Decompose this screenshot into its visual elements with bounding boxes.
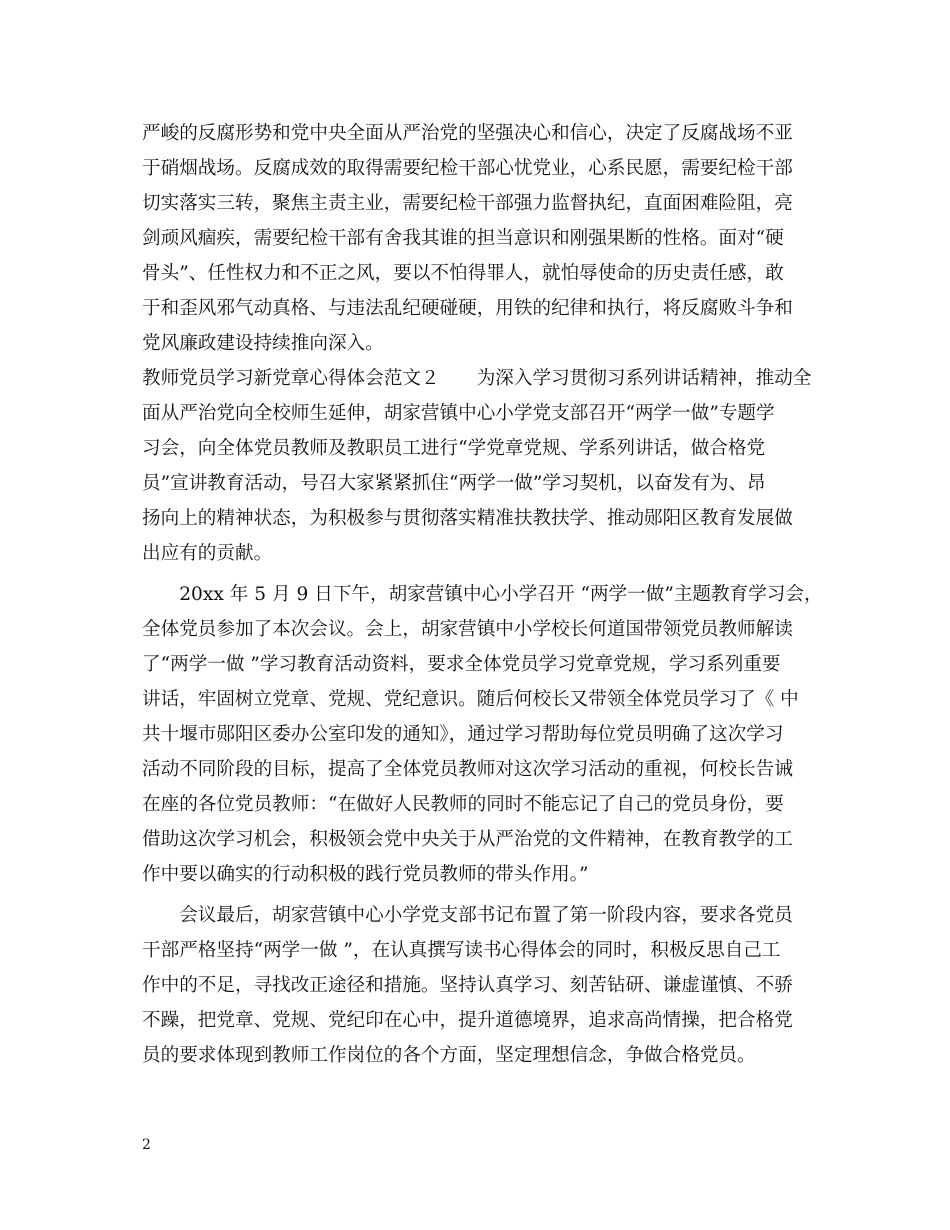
text-line: 20xx 年 5 月 9 日下午，胡家营镇中心小学召开 “两学一做”主题教育学习会， bbox=[142, 584, 823, 605]
text-line: 在座的各位党员教师：“在做好人民教师的同时不能忘记了自己的党员身份，要 bbox=[142, 794, 784, 815]
text-line: 不躁，把党章、党规、党纪印在心中，提升道德境界，追求高尚情操，把合格党 bbox=[142, 1010, 793, 1031]
text-line: 党风廉政建设持续推向深入。 bbox=[142, 333, 384, 354]
paragraph-3 bbox=[142, 577, 822, 892]
text-line: 切实落实三转，聚焦主责主业，需要纪检干部强力监督执纪，直面困难险阻，亮 bbox=[142, 193, 793, 214]
text-line: 剑顽风痼疾，需要纪检干部有舍我其谁的担当意识和刚强果断的性格。面对“硬 bbox=[142, 228, 784, 249]
text-line: 于硝烟战场。反腐成效的取得需要纪检干部心忧党业，心系民愿，需要纪检干部 bbox=[142, 158, 793, 179]
text-line: 借助这次学习机会，积极领会党中央关于从严治党的文件精神，在教育教学的工 bbox=[142, 829, 793, 850]
text-line: 会议最后，胡家营镇中心小学党支部书记布置了第一阶段内容，要求各党员 bbox=[142, 905, 793, 926]
text-line: 扬向上的精神状态，为积极参与贯彻落实精准扶教扶学、推动郧阳区教育发展做 bbox=[142, 508, 793, 529]
document-body bbox=[142, 116, 822, 1073]
text-line: 员”宣讲教育活动，号召大家紧紧抓住“两学一做”学习契机，以奋发有为、昂 bbox=[142, 473, 766, 494]
text-line: 作中的不足，寻找改正途径和措施。坚持认真学习、刻苦钻研、谦虚谨慎、不骄 bbox=[142, 975, 793, 996]
text-line: 习会，向全体党员教师及教职员工进行“学党章党规、学系列讲话，做合格党 bbox=[142, 438, 766, 459]
paragraph-2 bbox=[142, 361, 822, 571]
text-line: 活动不同阶段的目标，提高了全体党员教师对这次学习活动的重视，何校长告诫 bbox=[142, 759, 793, 780]
text-line: 全体党员参加了本次会议。会上，胡家营镇中小学校长何道国带领党员教师解读 bbox=[142, 619, 793, 640]
text-line: 出应有的贡献。 bbox=[142, 543, 273, 564]
text-line: 教师党员学习新党章心得体会范文２ 为深入学习贯彻习系列讲话精神，推动全 bbox=[142, 368, 812, 389]
text-line: 严峻的反腐形势和党中央全面从严治党的坚强决心和信心，决定了反腐战场不亚 bbox=[142, 123, 793, 144]
text-line: 干部严格坚持“两学一做 ”，在认真撰写读书心得体会的同时，积极反思自己工 bbox=[142, 940, 781, 961]
text-line: 面从严治党向全校师生延伸，胡家营镇中心小学党支部召开“两学一做”专题学 bbox=[142, 403, 775, 424]
text-line: 于和歪风邪气动真格、与违法乱纪硬碰硬，用铁的纪律和执行，将反腐败斗争和 bbox=[142, 298, 793, 319]
paragraph-4 bbox=[142, 898, 822, 1073]
text-line: 讲话，牢固树立党章、党规、党纪意识。随后何校长又带领全体党员学习了《 中 bbox=[142, 689, 799, 710]
text-line: 骨头”、任性权力和不正之风，要以不怕得罪人，就怕辱使命的历史责任感，敢 bbox=[142, 263, 784, 284]
text-line: 作中要以确实的行动积极的践行党员教师的带头作用。” bbox=[142, 864, 589, 885]
page-number: 2 bbox=[142, 1137, 151, 1153]
text-line: 共十堰市郧阳区委办公室印发的通知》，通过学习帮助每位党员明确了这次学习 bbox=[142, 724, 784, 745]
paragraph-1 bbox=[142, 116, 822, 361]
text-line: 了“两学一做 ”学习教育活动资料，要求全体党员学习党章党规，学习系列重要 bbox=[142, 654, 781, 675]
text-line: 员的要求体现到教师工作岗位的各个方面，坚定理想信念，争做合格党员。 bbox=[142, 1045, 756, 1066]
